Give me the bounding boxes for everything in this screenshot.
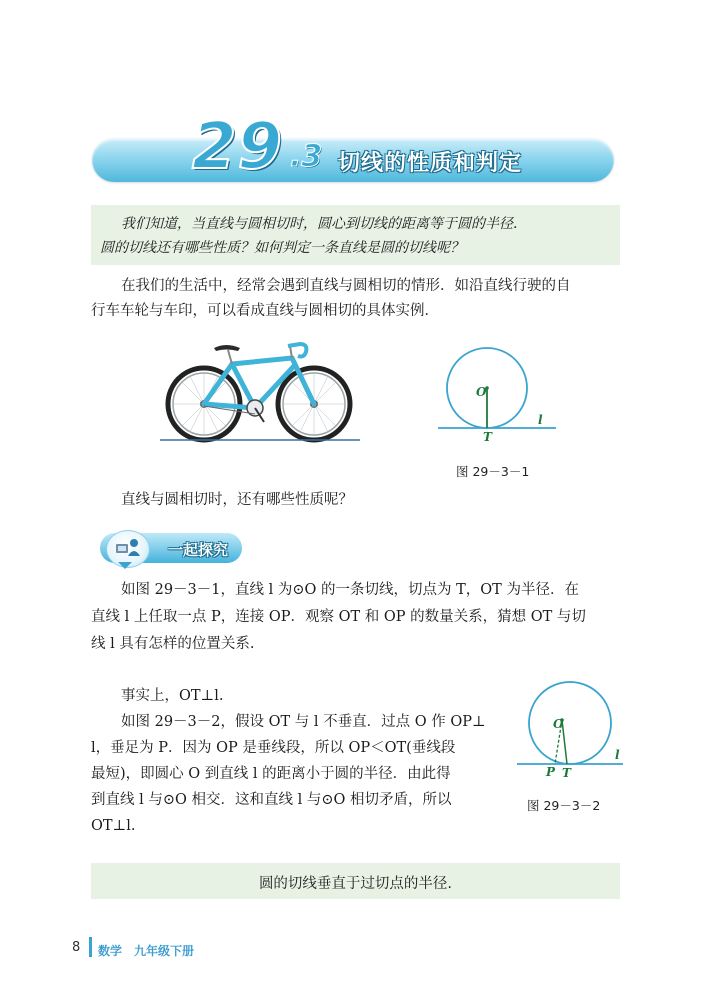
- section-sub-number: .3: [290, 139, 323, 174]
- proof-line-2: 如图 29－3－2，假设 OT 与 l 不垂直．过点 O 作 OP⊥: [121, 714, 486, 730]
- paragraph-2: 直线与圆相切时，还有哪些性质呢？: [121, 492, 353, 508]
- paragraph-1-line-2: 行车车轮与车印，可以看成直线与圆相切的具体实例．: [91, 303, 439, 319]
- bicycle-handlebar: [288, 344, 306, 358]
- explore-label: 一起探究: [168, 541, 229, 559]
- explore-line-3: 线 l 具有怎样的位置关系.: [91, 636, 255, 652]
- explore-pointer-icon: [118, 562, 132, 569]
- label-o: O: [553, 717, 564, 731]
- figure-1-caption: 图 29－3－1: [456, 464, 530, 479]
- proof-line-5: 到直线 l 与⊙O 相交．这和直线 l 与⊙O 相切矛盾，所以: [91, 792, 452, 808]
- paragraph-1-line-1: 在我们的生活中，经常会遇到直线与圆相切的情形．如沿直线行驶的自: [121, 278, 571, 294]
- label-t: T: [483, 430, 492, 444]
- proof-line-3: l，垂足为 P．因为 OP 是垂线段，所以 OP＜OT(垂线段: [91, 740, 456, 756]
- explore-line-2: 直线 l 上任取一点 P，连接 OP．观察 OT 和 OP 的数量关系，猜想 OT 与切: [91, 609, 586, 625]
- label-l: l: [538, 413, 543, 427]
- label-t: T: [562, 766, 571, 780]
- explore-line-1: 如图 29－3－1，直线 l 为⊙O 的一条切线，切点为 T，OT 为半径．在: [121, 582, 579, 598]
- conclusion-text: 圆的切线垂直于过切点的半径.: [258, 876, 453, 892]
- section-number: 29: [192, 110, 284, 184]
- footer-divider: [89, 937, 92, 957]
- bicycle-illustration: [160, 336, 360, 446]
- circle-o: [529, 682, 611, 764]
- label-o: O: [476, 385, 487, 399]
- figure-29-3-2: [515, 678, 625, 783]
- proof-line-6: OT⊥l.: [91, 818, 136, 834]
- label-l: l: [615, 748, 620, 762]
- footer-book-title: 数学 九年级下册: [98, 944, 195, 958]
- section-title: 切线的性质和判定: [338, 151, 523, 176]
- label-p: P: [546, 765, 556, 779]
- page-number: 8: [72, 940, 81, 955]
- figure-29-3-1: [430, 340, 560, 450]
- intro-line-2: 圆的切线还有哪些性质？如何判定一条直线是圆的切线呢？: [100, 240, 464, 256]
- intro-line-1: 我们知道，当直线与圆相切时，圆心到切线的距离等于圆的半径.: [121, 216, 518, 232]
- people-computer-icon: [114, 536, 142, 560]
- proof-line-1: 事实上，OT⊥l.: [121, 688, 224, 704]
- proof-line-4: 最短)，即圆心 O 到直线 l 的距离小于圆的半径．由此得: [91, 766, 451, 782]
- figure-2-caption: 图 29－3－2: [527, 798, 601, 813]
